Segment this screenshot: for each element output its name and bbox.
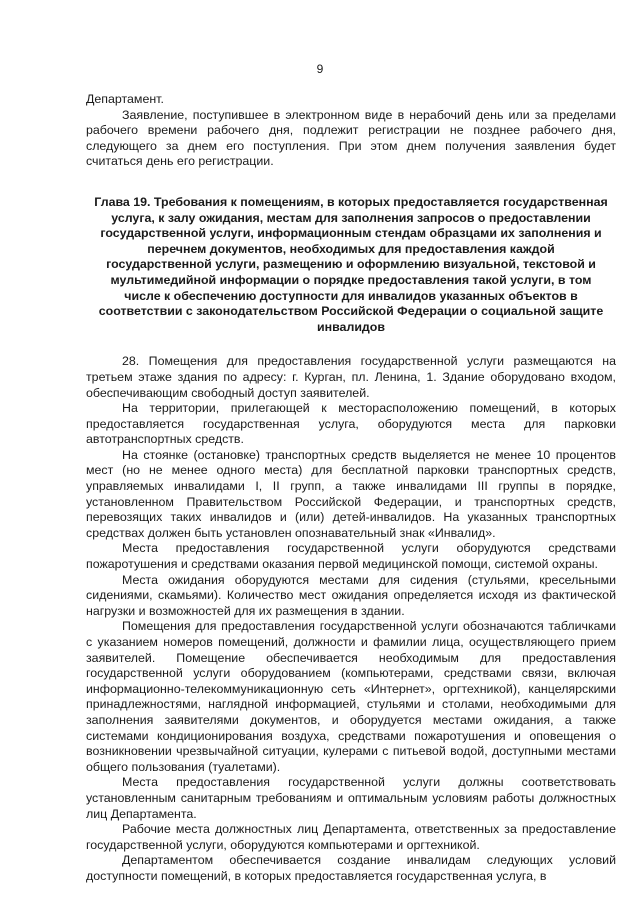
paragraph: Департаментом обеспечивается создание инвалидам следующих условий доступности помещений, в которых предоставляется государственная услуга, в	[86, 853, 616, 883]
paragraph: На стоянке (остановке) транспортных средств выделяется не менее 10 процентов мест (но не менее одного места) для бесплатной парковки транспортных средств, управляемых инвалидами I, II групп, а также инвалидами III группы в порядке, установленном Правительством Российской Федерации, и транспортных средств, перевозящих таких инвалидов и (или) детей-инвалидов. На указанных транспортных средствах должен быть установлен опознавательный знак «Инвалид».	[86, 447, 616, 540]
paragraph: Помещения для предоставления государственной услуги обозначаются табличками с указанием номеров помещений, должности и фамилии лица, осуществляющего прием заявителей. Помещение обеспечивается необходимым для предоставления государственной услуги оборудованием (компьютерами, средствами связи, включая информационно-телекоммуникационную сеть «Интернет», оргтехникой), канцелярскими принадлежностями, наглядной информацией, стульями и столами, необходимыми для заполнения заявителями документов, и оборудуется местами ожидания, а также системами кондиционирования воздуха, средствами пожаротушения и оповещения о возникновении чрезвычайной ситуации, кулерами с питьевой водой, доступными местами общего пользования (туалетами).	[86, 619, 616, 774]
document-body	[86, 92, 616, 885]
page-number: 9	[316, 62, 324, 76]
paragraph-28: 28. Помещения для предоставления государственной услуги размещаются на третьем этаже здания по адресу: г. Курган, пл. Ленина, 1. Здание оборудовано входом, обеспечивающим свободный доступ заявителей.	[86, 354, 616, 400]
chapter-heading: Глава 19. Требования к помещениям, в которых предоставляется государственная услуга, к залу ожидания, местам для заполнения запросов о предоставлении государственной услуги, информационным стендам образцами их заполнения и перечнем документов, необходимых для предоставления каждой государственной услуги, размещению и оформлению визуальной, текстовой и мультимедийной информации о порядке предоставления такой услуги, в том числе к обеспечению доступности для инвалидов указанных объектов в соответствии с законодательством Российской Федерации о социальной защите инвалидов	[94, 194, 608, 334]
paragraph: Рабочие места должностных лиц Департамента, ответственных за предоставление государственной услуги, оборудуются компьютерами и оргтехникой.	[86, 822, 616, 852]
paragraph: Места предоставления государственной услуги должны соответствовать установленным санитарным требованиям и оптимальным условиям работы должностных лиц Департамента.	[86, 775, 616, 821]
intro-paragraph: Департамент.	[86, 92, 164, 106]
paragraph: Места ожидания оборудуются местами для сидения (стульями, кресельными сидениями, скамьями). Количество мест ожидания определяется исходя из фактической нагрузки и возможностей для их размещения в здании.	[86, 572, 616, 618]
intro-paragraph: Заявление, поступившее в электронном виде в нерабочий день или за пределами рабочего времени рабочего дня, подлежит регистрации не позднее рабочего дня, следующего за днем его поступления. При этом днем получения заявления будет считаться день его регистрации.	[86, 107, 616, 169]
paragraph: На территории, прилегающей к месторасположению помещений, в которых предоставляется государственная услуга, оборудуются места для парковки автотранспортных средств.	[86, 401, 616, 447]
paragraph: Места предоставления государственной услуги оборудуются средствами пожаротушения и средствами оказания первой медицинской помощи, системой охраны.	[86, 541, 616, 572]
